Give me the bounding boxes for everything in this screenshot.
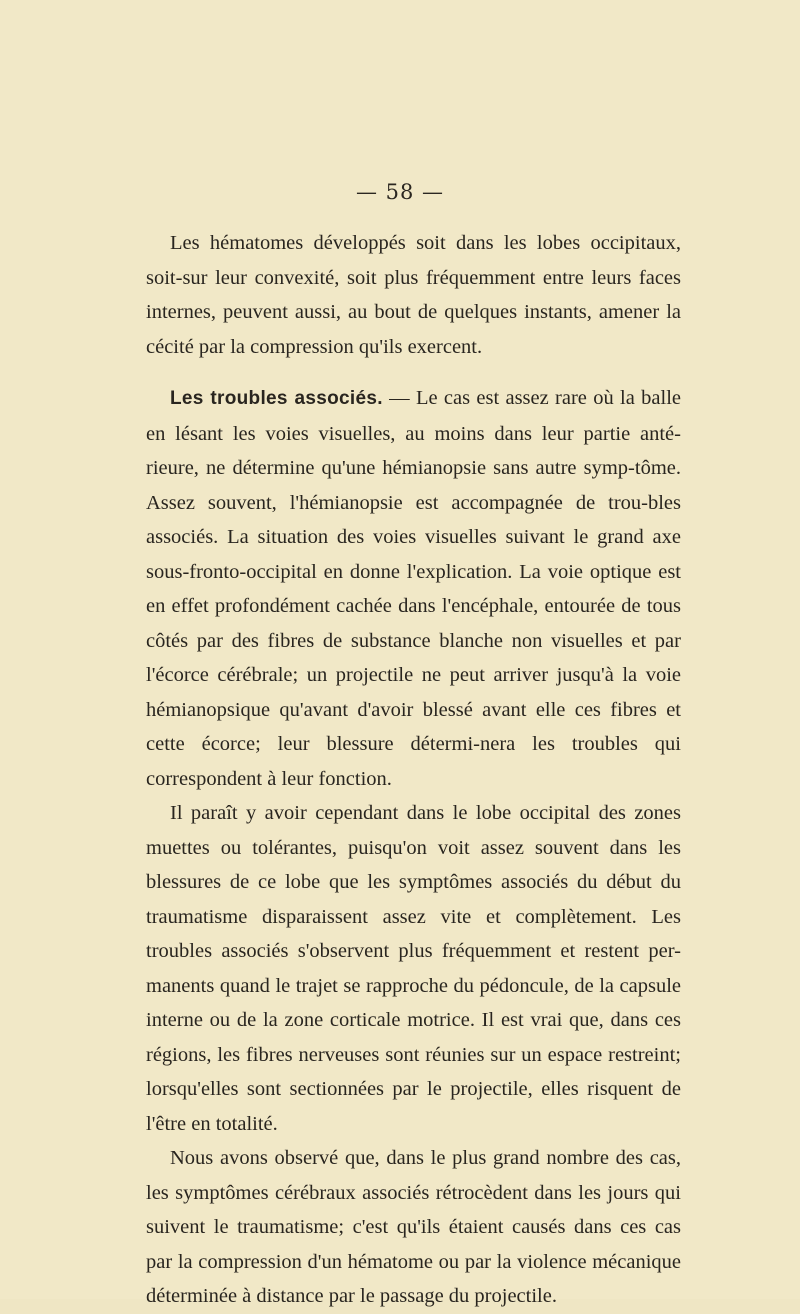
paragraph-troubles-body: — Le cas est assez rare où la balle en lésant les voies visuelles, au moins dans leur partie anté-rieure, ne détermine qu'une hémianopsie sans autre symp-tôme. Assez souvent, l'hémianopsie est accompagnée de trou-bles associés. La situation des voies visuelles suivant le grand axe sous-fronto-occipital en donne l'explication. La voie optique est en effet profondément cachée dans l'encéphale, entourée de tous côtés par des fibres de substance blanche non visuelles et par l'écorce cérébrale; un projectile ne peut arriver jusqu'à la voie hémianopsique qu'avant d'avoir blessé avant elle ces fibres et cette écorce; leur blessure détermi-nera les troubles qui correspondent à leur fonction. bbox=[146, 387, 681, 790]
page-number: — 58 — bbox=[355, 180, 445, 204]
paragraph-hematomes: Les hématomes développés soit dans les lobes occipitaux, soit-sur leur convexité, soit plus fréquemment entre leurs faces internes, peuvent aussi, au bout de quelques instants, amener la cécité par la compression qu'ils exercent. bbox=[146, 232, 681, 358]
paragraph-observation: Nous avons observé que, dans le plus grand nombre des cas, les symptômes cérébraux associés rétrocèdent dans les jours qui suivent le traumatisme; c'est qu'ils étaient causés dans ces cas par la compression d'un hématome ou par la violence mécanique déterminée à distance par le passage du projectile. bbox=[146, 1147, 681, 1307]
body-text bbox=[146, 226, 681, 1314]
paragraph-zones-muettes: Il paraît y avoir cependant dans le lobe occipital des zones muettes ou tolérantes, puisqu'on voit assez souvent dans les blessures de ce lobe que les symptômes associés du début du traumatisme disparaissent assez vite et complètement. Les troubles associés s'observent plus fréquemment et restent per-manents quand le trajet se rapproche du pédoncule, de la capsule interne ou de la zone corticale motrice. Il est vrai que, dans ces régions, les fibres nerveuses sont réunies sur un espace restreint; lorsqu'elles sont sectionnées par le projectile, elles risquent de l'être en totalité. bbox=[146, 802, 681, 1135]
section-heading: Les troubles associés. bbox=[170, 388, 383, 409]
paragraph-troubles-associes bbox=[146, 381, 681, 796]
